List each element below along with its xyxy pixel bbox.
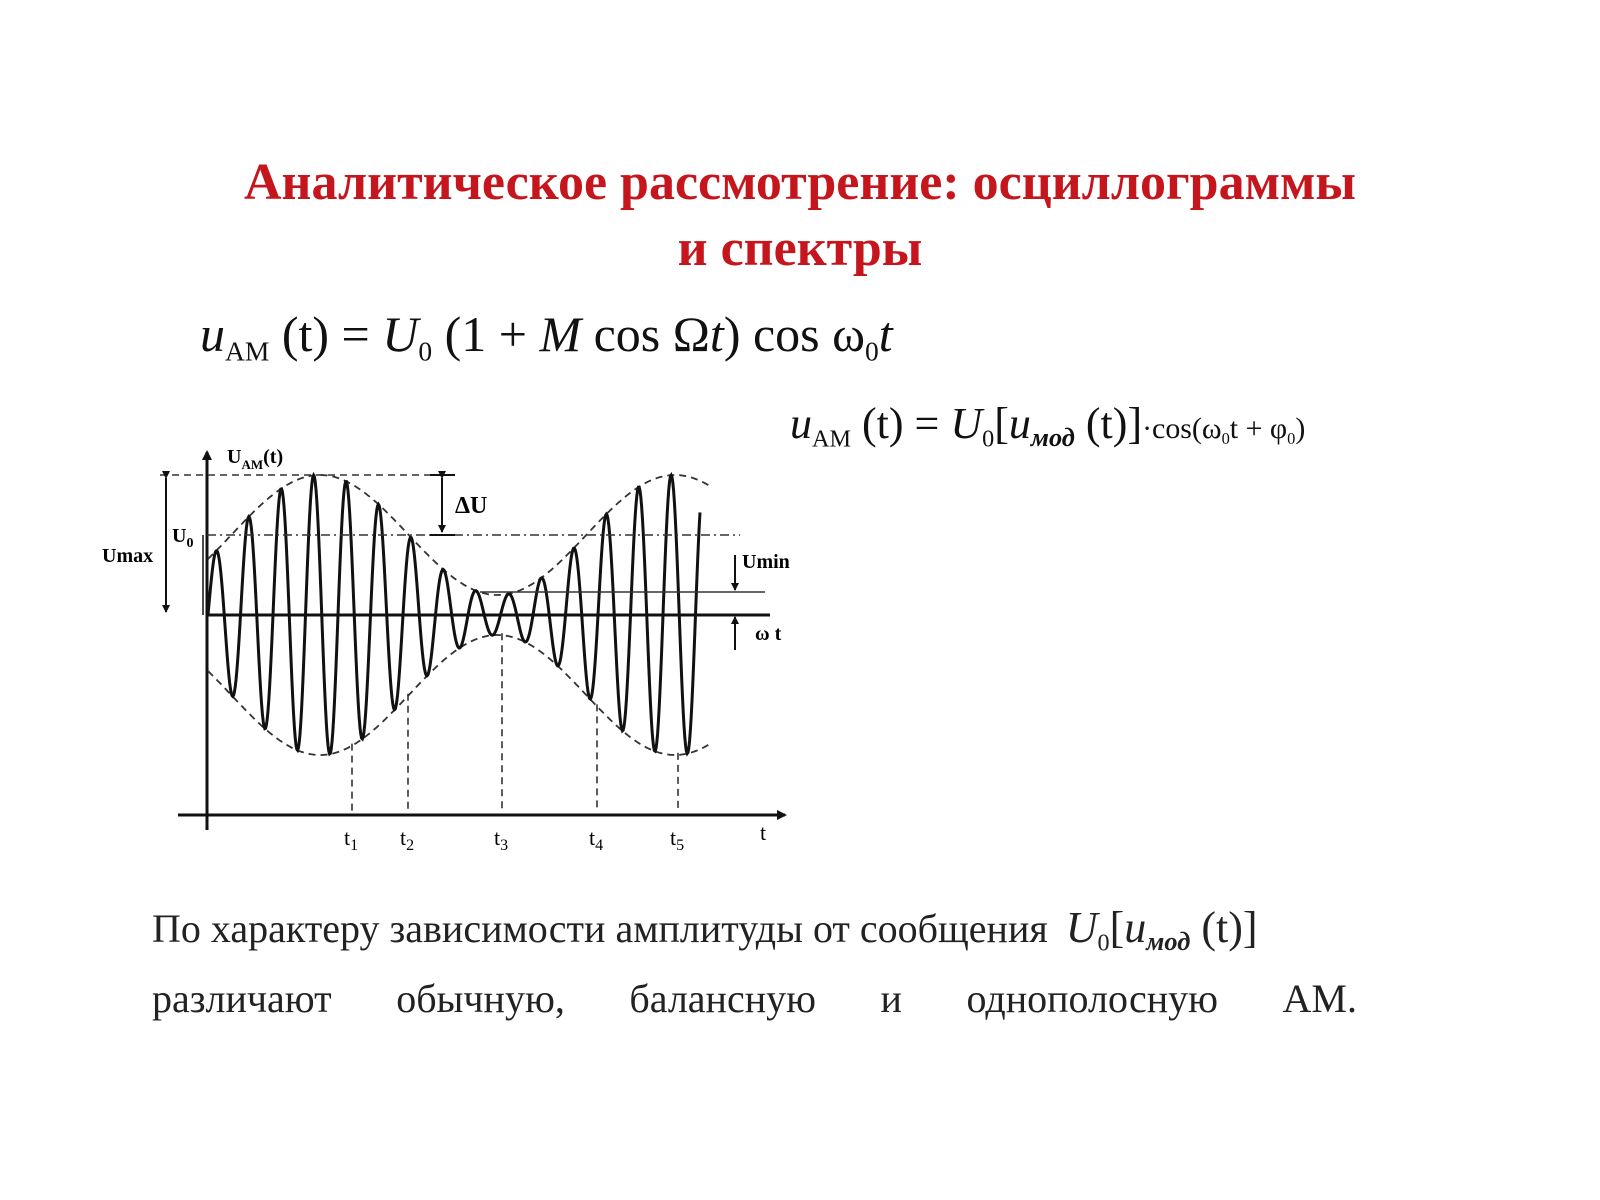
formula2-bracket-open: [ <box>994 399 1009 448</box>
caption-word: балансную <box>629 976 816 1022</box>
caption-word: однополосную <box>966 976 1218 1022</box>
caption-word: АМ. <box>1282 976 1357 1022</box>
formula1-t2: t <box>709 306 724 362</box>
formula1-u-sub: AM <box>225 335 270 367</box>
caption-U-sub: 0 <box>1097 929 1110 957</box>
time-mark-label: $t_1$ <box>344 825 359 854</box>
umax-label: Umax <box>102 545 154 567</box>
caption-bracket-open: [ <box>1109 903 1125 952</box>
caption-bracket-close: ] <box>1242 903 1258 952</box>
formula2-u: u <box>790 399 812 448</box>
caption <box>152 900 1492 1027</box>
caption-umod-arg: (t) <box>1201 903 1243 952</box>
formula2-omega-sub: 0 <box>1221 428 1230 448</box>
caption-formula <box>1065 903 1258 957</box>
u0-label: $U_0$ <box>172 525 194 551</box>
lower-envelope <box>208 635 712 755</box>
time-mark-label: $t_2$ <box>400 825 415 854</box>
formula2-t-arg: (t) <box>861 399 904 448</box>
formula1-eq: = <box>329 306 383 362</box>
title-line-1: Аналитическое рассмотрение: осциллограммы <box>243 154 1357 211</box>
caption-word: и <box>880 976 902 1022</box>
title-line-2: и спектры <box>677 220 923 277</box>
umin-label: Umin <box>742 551 790 573</box>
formula1-U: U <box>382 306 419 362</box>
formula1-t3: t <box>878 306 893 362</box>
formula2-tail-close: ) <box>1295 412 1306 445</box>
formula2-bracket-close: ] <box>1127 399 1143 448</box>
omega-t-label: ω t <box>755 623 782 645</box>
y-axis-label: $U_{AM}(t)$ <box>227 446 284 472</box>
formula2-tail-cos: ·cos(ω <box>1142 412 1222 445</box>
formula1-cos2: ) cos ω <box>723 306 866 362</box>
formula2-U: U <box>950 399 983 448</box>
formula2-umod-sub: мод <box>1030 421 1075 452</box>
caption-line-2 <box>152 971 1357 1027</box>
formula1-omega-sub: 0 <box>865 335 879 367</box>
formula1-t-arg: (t) <box>281 306 330 362</box>
formula2-umod-arg: (t) <box>1085 399 1128 448</box>
formula1-cos1: cos Ω <box>581 306 710 362</box>
formula1-body: (1 + <box>444 306 540 362</box>
caption-word: различают <box>152 976 332 1022</box>
formula1-U-sub: 0 <box>418 335 433 367</box>
time-mark-label: $t_3$ <box>494 825 509 854</box>
time-mark-label: $t_4$ <box>589 825 604 854</box>
t-axis-label: t <box>760 820 767 845</box>
time-marks <box>344 633 684 854</box>
caption-line-1 <box>152 900 1492 971</box>
formula2-eq: = <box>903 399 951 448</box>
delta-u-label: ΔU <box>455 493 488 519</box>
time-mark-label: $t_5$ <box>670 825 685 854</box>
caption-umod-sub: мод <box>1146 925 1191 956</box>
caption-line1-text: По характеру зависимости амплитуды от сообщения <box>152 906 1048 951</box>
formula2-U-sub: 0 <box>982 425 995 453</box>
caption-umod: u <box>1124 903 1147 952</box>
formula2-u-sub: AM <box>812 425 851 453</box>
formula1-M: M <box>539 306 582 362</box>
caption-U: U <box>1065 903 1098 952</box>
formula2-tail-phi: t + φ <box>1229 412 1288 445</box>
formula2-umod: u <box>1008 399 1031 448</box>
caption-word: обычную, <box>396 976 565 1022</box>
formula1-u: u <box>200 306 225 362</box>
formula2-phi-sub: 0 <box>1287 428 1296 448</box>
